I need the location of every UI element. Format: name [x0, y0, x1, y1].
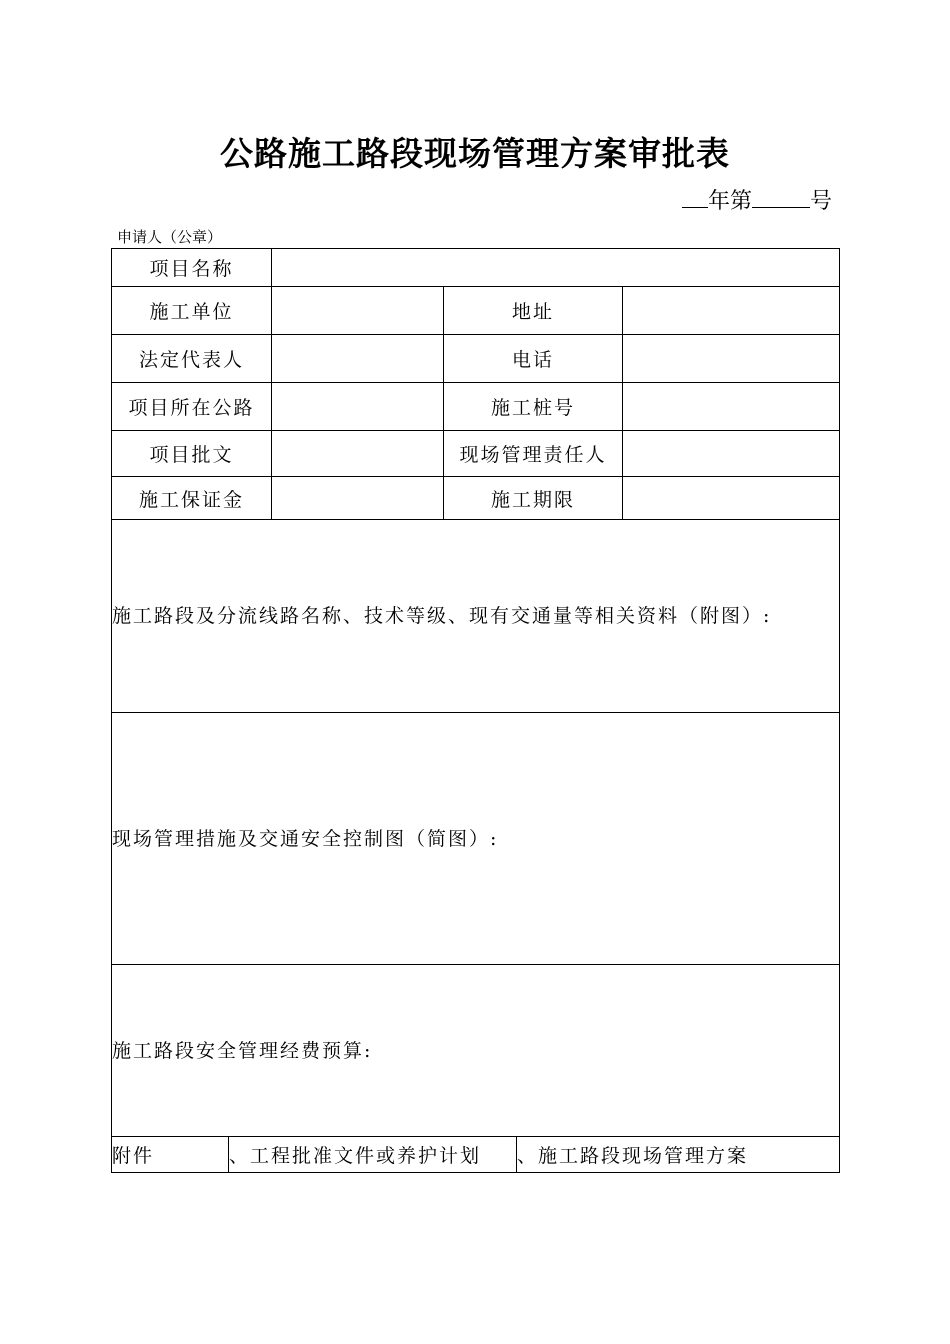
approval-doc-field[interactable] — [272, 431, 444, 477]
construction-unit-label: 施工单位 — [112, 287, 272, 335]
approval-doc-label: 项目批文 — [112, 431, 272, 477]
row-construction-unit — [112, 287, 840, 335]
applicant-label: 申请人（公章） — [117, 228, 223, 246]
road-field[interactable] — [272, 383, 444, 431]
stake-no-field[interactable] — [623, 383, 840, 431]
row-measures — [112, 713, 840, 965]
year-suffix: 年第 — [707, 189, 752, 214]
deposit-label: 施工保证金 — [112, 477, 272, 520]
serial-number — [682, 184, 832, 215]
budget-section[interactable]: 施工路段安全管理经费预算: — [112, 965, 840, 1137]
address-field[interactable] — [623, 287, 840, 335]
row-approval-doc — [112, 431, 840, 477]
road-info-section[interactable]: 施工路段及分流线路名称、技术等级、现有交通量等相关资料（附图）: — [112, 520, 840, 713]
legal-rep-field[interactable] — [272, 335, 444, 383]
year-blank[interactable] — [682, 185, 708, 208]
row-road-info — [112, 520, 840, 713]
phone-field[interactable] — [623, 335, 840, 383]
road-label: 项目所在公路 — [112, 383, 272, 431]
attachments-label: 附件 — [112, 1137, 229, 1173]
construction-unit-field[interactable] — [272, 287, 444, 335]
row-legal-rep — [112, 335, 840, 383]
measures-section[interactable]: 现场管理措施及交通安全控制图（简图）: — [112, 713, 840, 965]
deposit-field[interactable] — [272, 477, 444, 520]
number-suffix: 号 — [809, 189, 832, 214]
period-field[interactable] — [623, 477, 840, 520]
row-road — [112, 383, 840, 431]
address-label: 地址 — [444, 287, 623, 335]
row-budget — [112, 965, 840, 1137]
legal-rep-label: 法定代表人 — [112, 335, 272, 383]
row-attachments — [112, 1137, 840, 1173]
project-name-label: 项目名称 — [112, 249, 272, 287]
approval-form-table — [111, 248, 840, 1173]
stake-no-label: 施工桩号 — [444, 383, 623, 431]
row-deposit — [112, 477, 840, 520]
number-blank[interactable] — [752, 185, 810, 208]
attachment-item-approval: 、工程批准文件或养护计划 — [229, 1137, 517, 1173]
site-manager-label: 现场管理责任人 — [444, 431, 623, 477]
period-label: 施工期限 — [444, 477, 623, 520]
row-project-name — [112, 249, 840, 287]
attachment-item-plan: 、施工路段现场管理方案 — [517, 1137, 840, 1173]
phone-label: 电话 — [444, 335, 623, 383]
site-manager-field[interactable] — [623, 431, 840, 477]
project-name-field[interactable] — [272, 249, 840, 287]
form-title: 公路施工路段现场管理方案审批表 — [220, 134, 730, 173]
